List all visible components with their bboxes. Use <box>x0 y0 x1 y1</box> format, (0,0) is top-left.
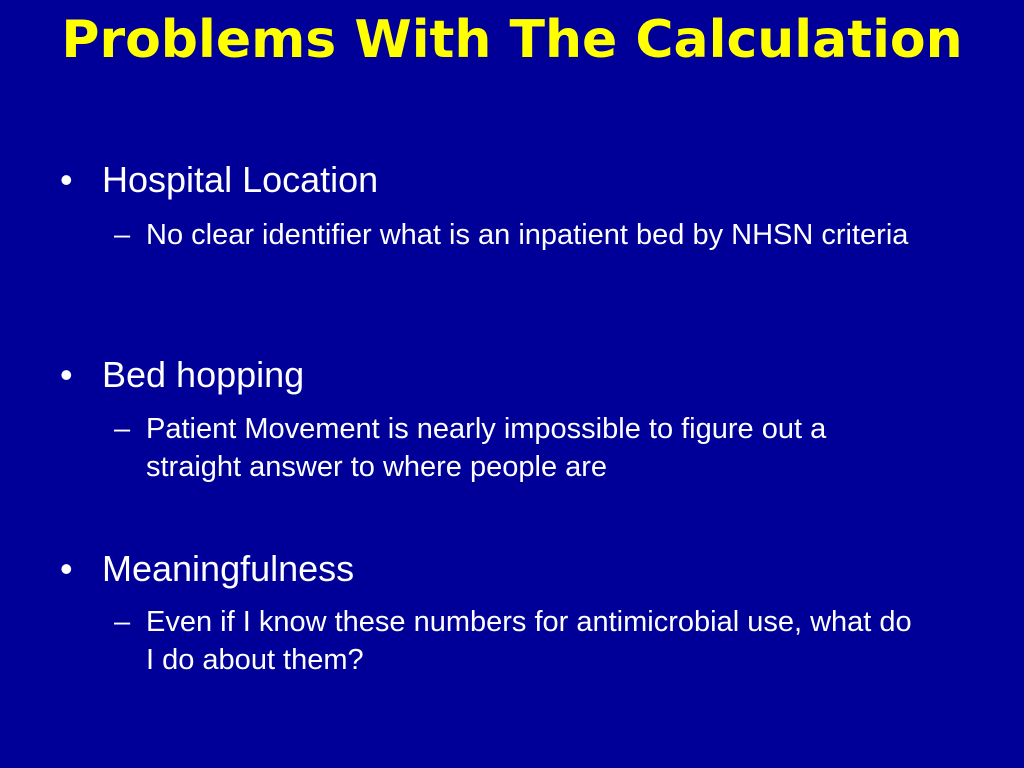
bullet-label: Bed hopping <box>102 354 305 395</box>
sub-bullet-bed-hopping <box>114 410 914 486</box>
bullet-marker: • <box>60 354 73 395</box>
bullet-marker: • <box>60 159 73 200</box>
sub-bullet-marker: – <box>114 606 131 638</box>
sub-bullet-hospital-location <box>114 216 914 254</box>
bullet-marker: • <box>60 548 73 589</box>
bullet-label: Meaningfulness <box>102 548 355 589</box>
sub-bullet-meaningfulness <box>114 603 914 679</box>
bullet-label: Hospital Location <box>102 159 379 200</box>
sub-bullet-text: Even if I know these numbers for antimicrobial use, what do I do about them? <box>146 606 912 676</box>
sub-bullet-marker: – <box>114 413 131 445</box>
sub-bullet-text: Patient Movement is nearly impossible to figure out a straight answer to where people are <box>146 413 827 483</box>
slide-title: Problems With The Calculation <box>61 10 963 70</box>
sub-bullet-marker: – <box>114 219 131 251</box>
sub-bullet-text: No clear identifier what is an inpatient bed by NHSN criteria <box>146 219 909 251</box>
